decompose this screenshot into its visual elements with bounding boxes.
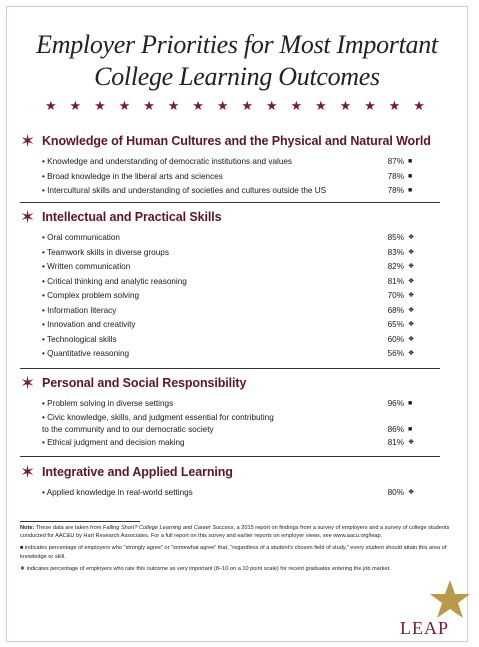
outcome-text: • Knowledge and understanding of democratic institutions and values	[42, 157, 293, 166]
list-item	[42, 304, 440, 319]
square-marker-icon: ■	[408, 425, 413, 433]
list-item	[42, 412, 440, 436]
square-marker-icon: ■	[408, 158, 413, 165]
note-source	[20, 524, 460, 540]
section	[20, 464, 440, 501]
outcome-percentage: 65%	[387, 320, 404, 329]
list-item	[42, 486, 440, 501]
section-star-icon: ✶	[20, 207, 36, 228]
section-title: Personal and Social Responsibility	[42, 376, 247, 390]
section-header	[20, 209, 440, 227]
note-label: Note:	[20, 525, 35, 531]
outcome-text: • Teamwork skills in diverse groups	[42, 247, 169, 257]
square-marker-icon: ■	[408, 400, 413, 407]
list-item	[42, 155, 440, 170]
leap-logo-text: LEAP	[400, 618, 449, 638]
note-diamond-legend: ❖ indicates percentage of employers who rate this outcome as very important (8–10 on a 10 point scale) for recent graduates entering the job market.	[20, 565, 391, 572]
section-header	[20, 133, 440, 151]
star-icon: ★	[192, 99, 204, 114]
notes-divider	[20, 521, 140, 522]
list-item	[42, 275, 440, 290]
outcome-text: • Quantitative reasoning	[42, 349, 130, 358]
decorative-star-row	[45, 99, 425, 115]
outcome-percentage: 80%	[387, 488, 404, 497]
list-item	[42, 333, 440, 348]
outcome-list	[42, 231, 440, 362]
diamond-marker-icon: ❖	[408, 335, 415, 343]
section	[20, 375, 440, 450]
star-icon: ★	[265, 99, 278, 114]
note-post: , a 2015 report on findings from a survey of employers and a survey of college students conducted for AAC&U by Hart Research Associates. For a full report on this survey and earlier reports on employer views, see www.aacu.org/leap.	[20, 525, 450, 540]
section-star-icon: ✶	[20, 462, 36, 483]
diamond-marker-icon: ❖	[408, 263, 415, 270]
outcome-text: • Critical thinking and analytic reasoning	[42, 276, 187, 286]
outcome-text: • Oral communication	[42, 233, 120, 242]
diamond-marker-icon: ❖	[408, 321, 415, 328]
list-item	[42, 231, 440, 246]
page-title-line-2: College Learning Outcomes	[94, 62, 380, 91]
diamond-marker-icon: ❖	[408, 350, 415, 357]
outcome-text: • Technological skills	[42, 334, 117, 344]
outcome-list	[42, 155, 440, 199]
note-square-legend: ■ indicates percentage of employers who "strongly agree" or "somewhat agree" that, "regardless of a student's chosen field of study," every student should attain this area of knowledge or skill.	[20, 545, 447, 560]
outcome-text: • Complex problem solving	[42, 291, 140, 300]
outcome-percentage: 78%	[387, 171, 404, 181]
section-header	[20, 375, 440, 393]
outcome-percentage: 60%	[387, 334, 404, 344]
leap-star-icon	[428, 578, 472, 620]
outcome-percentage: 68%	[387, 305, 404, 315]
section-header	[20, 464, 440, 482]
list-item	[42, 289, 440, 304]
section-divider	[20, 202, 440, 203]
list-item	[42, 260, 440, 275]
diamond-marker-icon: ❖	[408, 277, 415, 285]
outcome-percentage: 87%	[387, 157, 404, 166]
star-icon: ★	[339, 99, 352, 114]
list-item	[42, 170, 440, 185]
outcome-text: • Problem solving in diverse settings	[42, 399, 174, 408]
outcome-text: • Ethical judgment and decision making	[42, 437, 185, 447]
star-icon: ★	[69, 99, 82, 114]
section-divider	[20, 456, 440, 457]
star-icon: ★	[143, 99, 155, 114]
outcome-list	[42, 397, 440, 450]
page-title-line-1: Employer Priorities for Most Important	[36, 30, 438, 59]
outcome-percentage: 96%	[387, 399, 404, 408]
section-star-icon: ✶	[20, 131, 36, 152]
section-divider	[20, 368, 440, 369]
star-icon: ★	[118, 99, 131, 114]
star-icon: ★	[45, 99, 57, 114]
star-icon: ★	[364, 99, 376, 114]
section-title: Intellectual and Practical Skills	[42, 210, 222, 224]
outcome-text: • Broad knowledge in the liberal arts and sciences	[42, 171, 223, 181]
diamond-marker-icon: ❖	[408, 438, 415, 446]
note-pre: These data are taken from	[34, 525, 103, 531]
star-icon: ★	[388, 99, 401, 114]
outcome-percentage: 70%	[387, 291, 404, 300]
list-item	[42, 436, 440, 451]
footnotes	[20, 524, 460, 577]
outcome-text: • Applied knowledge in real-world settings	[42, 488, 193, 497]
note-report-title: Falling Short? College Learning and Career Success	[102, 525, 234, 531]
section-title: Knowledge of Human Cultures and the Physical and Natural World	[42, 134, 431, 148]
list-item	[42, 397, 440, 412]
outcome-text: • Intercultural skills and understanding of societies and cultures outside the US	[42, 186, 327, 195]
outcome-text: • Information literacy	[42, 305, 117, 315]
outcome-list	[42, 486, 440, 501]
outcome-text: • Innovation and creativity	[42, 320, 136, 329]
diamond-marker-icon: ❖	[408, 292, 415, 299]
outcome-percentage: 83%	[387, 247, 404, 257]
diamond-marker-icon: ❖	[408, 489, 415, 496]
star-icon: ★	[94, 99, 106, 114]
diamond-marker-icon: ❖	[408, 248, 415, 256]
outcome-percentage: 85%	[387, 233, 404, 242]
list-item	[42, 347, 440, 362]
section-star-icon: ✶	[20, 373, 36, 394]
star-icon: ★	[167, 99, 180, 114]
outcome-percentage: 81%	[387, 276, 404, 286]
outcome-percentage: 56%	[387, 349, 404, 358]
list-item	[42, 184, 440, 199]
list-item	[42, 318, 440, 333]
square-marker-icon: ■	[408, 172, 413, 180]
star-icon: ★	[413, 99, 425, 114]
star-icon: ★	[290, 99, 303, 114]
outcome-percentage: 78%	[387, 186, 404, 195]
outcome-text: • Written communication	[42, 262, 131, 271]
diamond-marker-icon: ❖	[408, 306, 415, 314]
diamond-marker-icon: ❖	[408, 234, 415, 241]
outcome-text: • Civic knowledge, skills, and judgment essential for contributing to the community and to our democratic society	[42, 412, 274, 434]
section	[20, 133, 440, 199]
star-icon: ★	[216, 99, 229, 114]
outcome-percentage: 82%	[387, 262, 404, 271]
outcome-percentage: 86%	[387, 424, 404, 434]
outcome-percentage: 81%	[387, 437, 404, 447]
list-item	[42, 246, 440, 261]
section	[20, 209, 440, 362]
section-title: Integrative and Applied Learning	[42, 465, 233, 479]
star-icon: ★	[315, 99, 327, 114]
star-icon: ★	[241, 99, 254, 114]
square-marker-icon: ■	[408, 187, 413, 194]
